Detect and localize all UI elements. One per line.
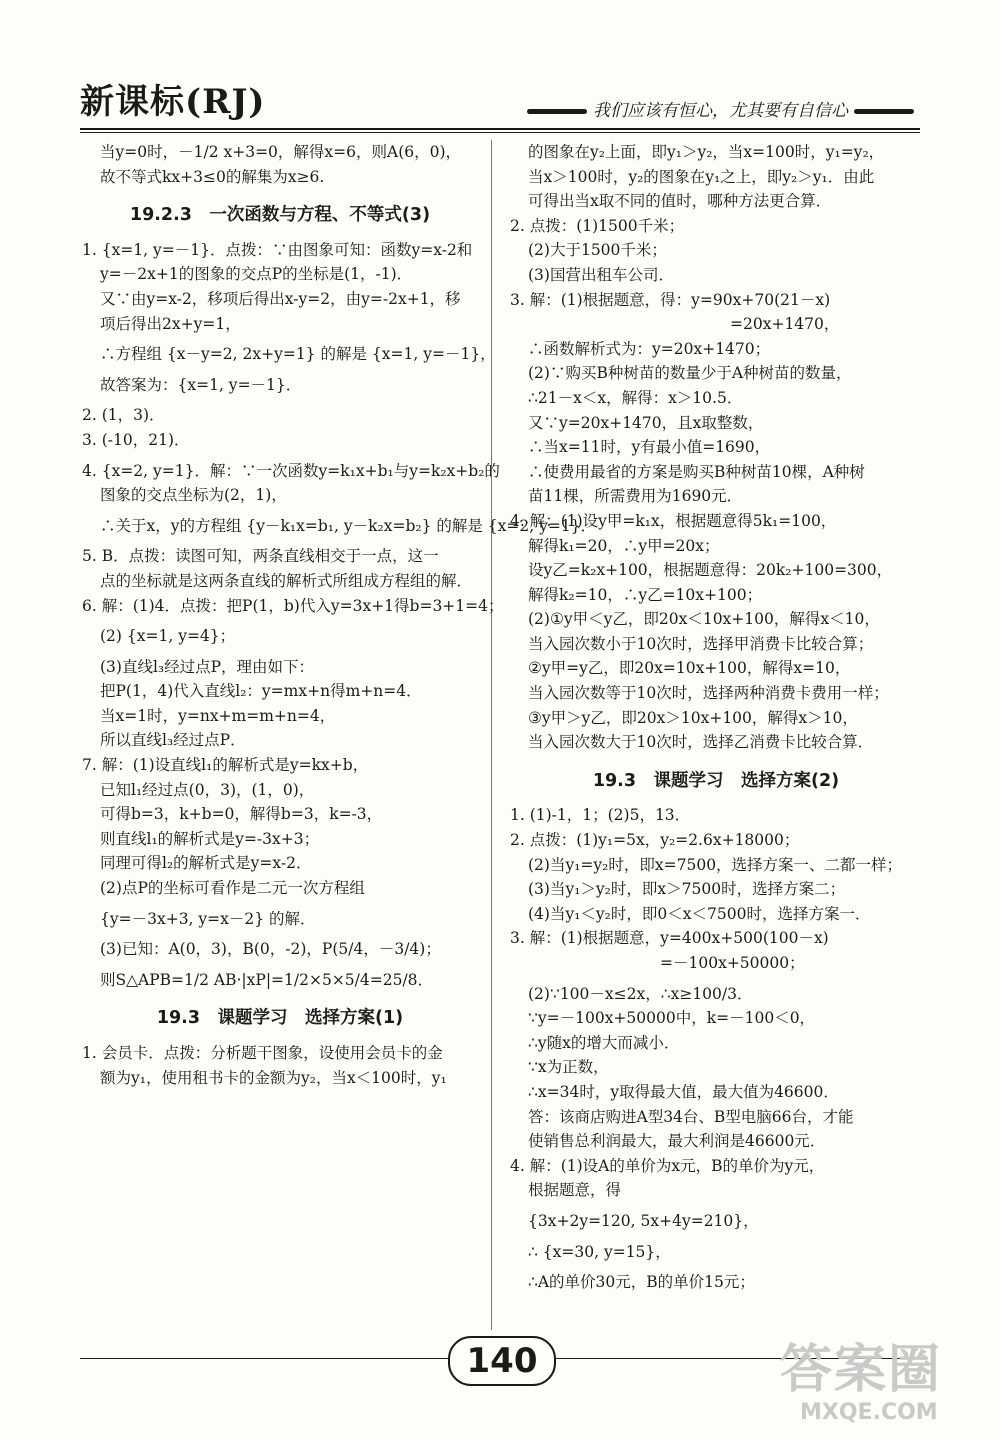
text-line: ∴函数解析式为：y=20x+1470； xyxy=(528,339,771,358)
text-line: 答：该商店购进A型34台、B型电脑66台，才能 xyxy=(528,1107,854,1126)
text-line: 当y=0时，－1/2 x+3=0，解得x=6，则A(6，0)， xyxy=(100,143,462,161)
header-rule-thin xyxy=(80,132,920,133)
text-line: 根据题意，得 xyxy=(528,1181,622,1200)
text-line: 已知l₁经过点(0，3)，(1，0)， xyxy=(100,780,315,799)
text-line: 当x=1时，y=nx+m=m+n=4， xyxy=(100,706,336,725)
text-line: 额为y₁，使用租书卡的金额为y₂，当x＜100时，y₁ xyxy=(100,1068,447,1087)
text-line: =－100x+50000； xyxy=(660,954,805,972)
text-line: 当x＞100时，y₂的图象在y₁之上，即y₂＞y₁．由此 xyxy=(528,167,875,186)
header-motto xyxy=(521,96,920,121)
text-line: (2)①y甲＜y乙，即20x＜10x+100，解得x＜10， xyxy=(528,610,880,629)
text-line: 可得b=3，k+b=0，解得b=3，k=-3， xyxy=(100,805,383,824)
text-line: (3)当y₁＞y₂时，即x＞7500时，选择方案二； xyxy=(528,880,846,899)
text-line: ②y甲=y乙，即20x=10x+100，解得x=10， xyxy=(528,659,851,678)
text-line: 2. 点拨：(1)y₁=5x，y₂=2.6x+18000； xyxy=(510,831,800,850)
text-line: 7. 解：(1)设直线l₁的解析式是y=kx+b， xyxy=(82,756,369,775)
text-line: 则直线l₁的解析式是y=-3x+3； xyxy=(100,829,320,848)
text-line: 点的坐标就是这两条直线的解析式所组成方程组的解． xyxy=(100,571,473,590)
text-line: 3. 解：(1)根据题意，y=400x+500(100－x) xyxy=(510,929,829,948)
text-line: ∴ {x=30, y=15}， xyxy=(528,1242,671,1261)
text-line: 当入园次数小于10次时，选择甲消费卡比较合算； xyxy=(528,634,874,653)
text-line: (2)当y₁=y₂时，即x=7500，选择方案一、二都一样； xyxy=(528,855,903,874)
text-line: ∴方程组 {x－y=2, 2x+y=1} 的解是 {x=1, y=－1}， xyxy=(100,345,496,364)
text-line: (3)已知：A(0，3)，B(0，-2)，P(5/4，－3/4)； xyxy=(100,940,441,959)
section-heading: 19.2.3 一次函数与方程、不等式(3) xyxy=(129,205,431,226)
text-line: 项后得出2x+y=1， xyxy=(100,314,241,333)
text-line: 4. {x=2, y=1}．解：∵一次函数y=k₁x+b₁与y=k₂x+b₂的 xyxy=(82,461,500,480)
header-rule xyxy=(80,128,920,130)
page-header xyxy=(80,74,920,134)
text-line: 1. {x=1, y=－1}．点拨：∵由图象可知：函数y=x-2和 xyxy=(82,240,473,259)
site-watermark xyxy=(780,1340,990,1430)
text-line: 同理可得l₂的解析式是y=x-2． xyxy=(100,854,312,873)
text-line: (3)直线l₃经过点P，理由如下： xyxy=(100,657,315,676)
text-line: =20x+1470， xyxy=(730,315,840,334)
text-line: (2)∵100－x≤2x，∴x≥100/3． xyxy=(528,984,753,1003)
motto-text: 我们应该有恒心，尤其要有自信心 xyxy=(593,101,848,121)
watermark-url: MXQE.COM xyxy=(800,1400,938,1425)
text-line: ∵y=－100x+50000中，k=－100＜0， xyxy=(528,1009,816,1028)
text-line: (2) {x=1, y=4}； xyxy=(100,627,236,646)
text-line: 图象的交点坐标为(2，1)， xyxy=(100,486,287,505)
text-line: {y=－3x+3, y=x－2} 的解． xyxy=(100,909,316,928)
text-line: 6. 解：(1)4．点拨：把P(1，b)代入y=3x+1得b=3+1=4； xyxy=(82,596,504,615)
text-line: 4. 解：(1)设A的单价为x元，B的单价为y元， xyxy=(510,1156,825,1175)
text-line: ∴21－x＜x，解得：x＞10.5． xyxy=(528,388,743,407)
text-line: 5. B．点拨：读图可知，两条直线相交于一点，这一 xyxy=(82,547,439,566)
text-line: ∵x为正数， xyxy=(528,1058,609,1077)
text-line: ∴当x=11时，y有最小值=1690， xyxy=(528,438,771,457)
text-line: 3. 解：(1)根据题意，得：y=90x+70(21－x) xyxy=(510,290,831,309)
page-number: 140 xyxy=(448,1336,556,1386)
text-line: ∴y随x的增大而减小． xyxy=(528,1033,680,1052)
text-line: 把P(1，4)代入直线l₂：y=mx+n得m+n=4． xyxy=(100,682,422,701)
text-line: 故不等式kx+3≤0的解集为x≥6. xyxy=(100,167,325,186)
text-line: ③y甲＞y乙，即20x＞10x+100，解得x＞10， xyxy=(528,708,858,727)
section-heading: 19.3 课题学习 选择方案(1) xyxy=(156,1008,404,1029)
text-line: 3. (-10，21)． xyxy=(82,430,190,449)
text-line: 故答案为：{x=1, y=－1}． xyxy=(100,375,302,394)
text-line: 1. 会员卡．点拨：分析题干图象，设使用会员卡的金 xyxy=(82,1044,443,1062)
motto-left-bar xyxy=(527,109,587,114)
text-line: 又∵y=20x+1470，且x取整数， xyxy=(528,413,764,432)
text-line: 1. (1)-1，1；(2)5，13． xyxy=(510,806,691,825)
motto-right-bar xyxy=(854,109,914,114)
text-line: (2)大于1500千米； xyxy=(528,241,667,260)
text-line: 的图象在y₂上面，即y₁＞y₂，当x=100时，y₁=y₂， xyxy=(528,143,885,161)
watermark-logo-text: 答案圈 xyxy=(780,1340,943,1400)
text-line: 4. 解：(1)设y甲=k₁x，根据题意得5k₁=100， xyxy=(510,511,837,530)
text-line: 设y乙=k₂x+100，根据题意得：20k₂+100=300， xyxy=(528,561,893,580)
text-line: ∴使费用最省的方案是购买B种树苗10棵，A种树 xyxy=(528,462,865,481)
book-brand: 新课标(RJ) xyxy=(80,82,266,122)
text-line: 则S△APB=1/2 AB·|xP|=1/2×5×5/4=25/8． xyxy=(100,970,434,989)
text-line: 2. 点拨：(1)1500千米； xyxy=(510,216,685,235)
text-line: 当入园次数等于10次时，选择两种消费卡费用一样； xyxy=(528,684,889,703)
text-line: 苗11棵，所需费用为1690元． xyxy=(528,487,743,506)
text-line: 当入园次数大于10次时，选择乙消费卡比较合算． xyxy=(528,733,874,752)
text-line: 所以直线l₃经过点P． xyxy=(100,731,246,750)
text-line: {3x+2y=120, 5x+4y=210}， xyxy=(528,1211,759,1230)
text-line: (2)点P的坐标可看作是二元一次方程组 xyxy=(100,879,365,898)
section-heading: 19.3 课题学习 选择方案(2) xyxy=(592,770,840,791)
text-line: (4)当y₁＜y₂时，即0＜x＜7500时，选择方案一． xyxy=(528,904,871,923)
text-line: (3)国营出租车公司． xyxy=(528,265,674,284)
text-line: 使销售总利润最大，最大利润是46600元． xyxy=(528,1132,826,1151)
column-divider xyxy=(491,140,492,1330)
text-line: 2. (1，3)． xyxy=(82,406,165,425)
text-line: (2)∵购买B种树苗的数量少于A种树苗的数量， xyxy=(528,364,852,383)
text-line: ∴A的单价30元，B的单价15元； xyxy=(528,1273,755,1292)
text-line: y=－2x+1的图象的交点P的坐标是(1，-1)． xyxy=(100,265,413,284)
right-column xyxy=(510,140,922,1295)
text-line: 解得k₂=10，∴y乙=10x+100； xyxy=(528,585,763,604)
text-line: ∴x=34时，y取得最大值，最大值为46600． xyxy=(528,1082,839,1101)
text-line: ∴关于x，y的方程组 {y－k₁x=b₁, y－k₂x=b₂} 的解是 {x=2, y=1}． xyxy=(100,516,597,535)
text-line: 又∵由y=x-2，移项后得出x-y=2，由y=-2x+1，移 xyxy=(100,289,461,308)
text-line: 解得k₁=20，∴y甲=20x； xyxy=(528,536,720,555)
text-line: 可得出当x取不同的值时，哪种方法更合算． xyxy=(528,192,832,211)
